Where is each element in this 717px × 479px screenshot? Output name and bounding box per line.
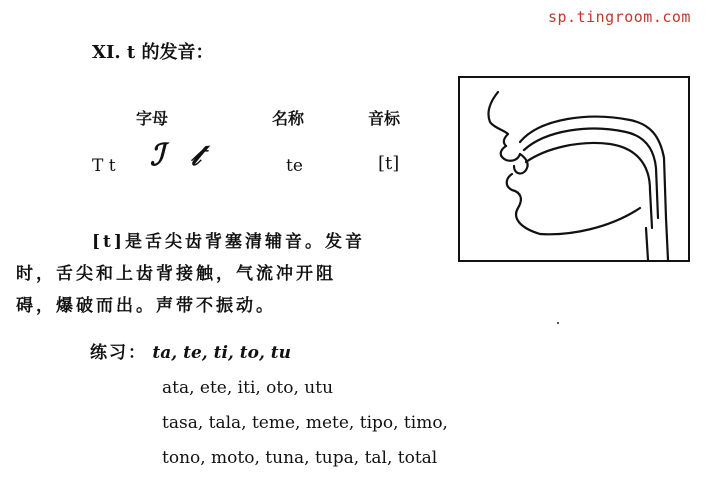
letter-ipa: [t] — [378, 153, 400, 174]
practice-line-1 — [90, 336, 448, 371]
letter-roman: T t — [92, 156, 116, 176]
description-line-3: 碍，爆破而出。声带不振动。 — [16, 296, 276, 316]
letter-script: ℐ 𝓉 — [150, 138, 209, 173]
lower-lip-chin — [507, 174, 540, 234]
palate-outline — [520, 117, 666, 218]
upper-lip — [501, 146, 520, 161]
column-header-ipa: 音标 — [368, 109, 401, 128]
articulation-diagram — [458, 76, 690, 262]
speck — [557, 322, 559, 324]
column-header-letter: 字母 — [136, 109, 169, 128]
pronunciation-description — [16, 226, 452, 322]
letter-name: te — [286, 156, 303, 176]
practice-block — [90, 336, 448, 476]
nose-outline — [488, 92, 508, 146]
description-line-2: 时，舌尖和上齿背接触，气流冲开阻 — [16, 264, 336, 284]
watermark: sp.tingroom.com — [548, 8, 691, 26]
practice-line-3: tasa, tala, teme, mete, tipo, timo, — [162, 413, 448, 433]
column-header-name: 名称 — [272, 109, 305, 128]
tongue-tip — [514, 154, 528, 173]
tongue-outline — [526, 143, 652, 228]
practice-line-4: tono, moto, tuna, tupa, tal, total — [162, 448, 438, 468]
practice-label: 练习： — [90, 343, 147, 363]
practice-words: ta, te, ti, to, tu — [152, 343, 292, 363]
throat-line — [540, 208, 640, 234]
description-line-1: [t]是舌尖齿背塞清辅音。发音 — [92, 232, 365, 252]
practice-line-2: ata, ete, iti, oto, utu — [162, 378, 334, 398]
mouth-diagram-icon — [460, 78, 688, 260]
section-heading: XI. t 的发音： — [92, 42, 214, 63]
pharynx-line — [666, 218, 668, 260]
larynx-line — [646, 228, 648, 260]
